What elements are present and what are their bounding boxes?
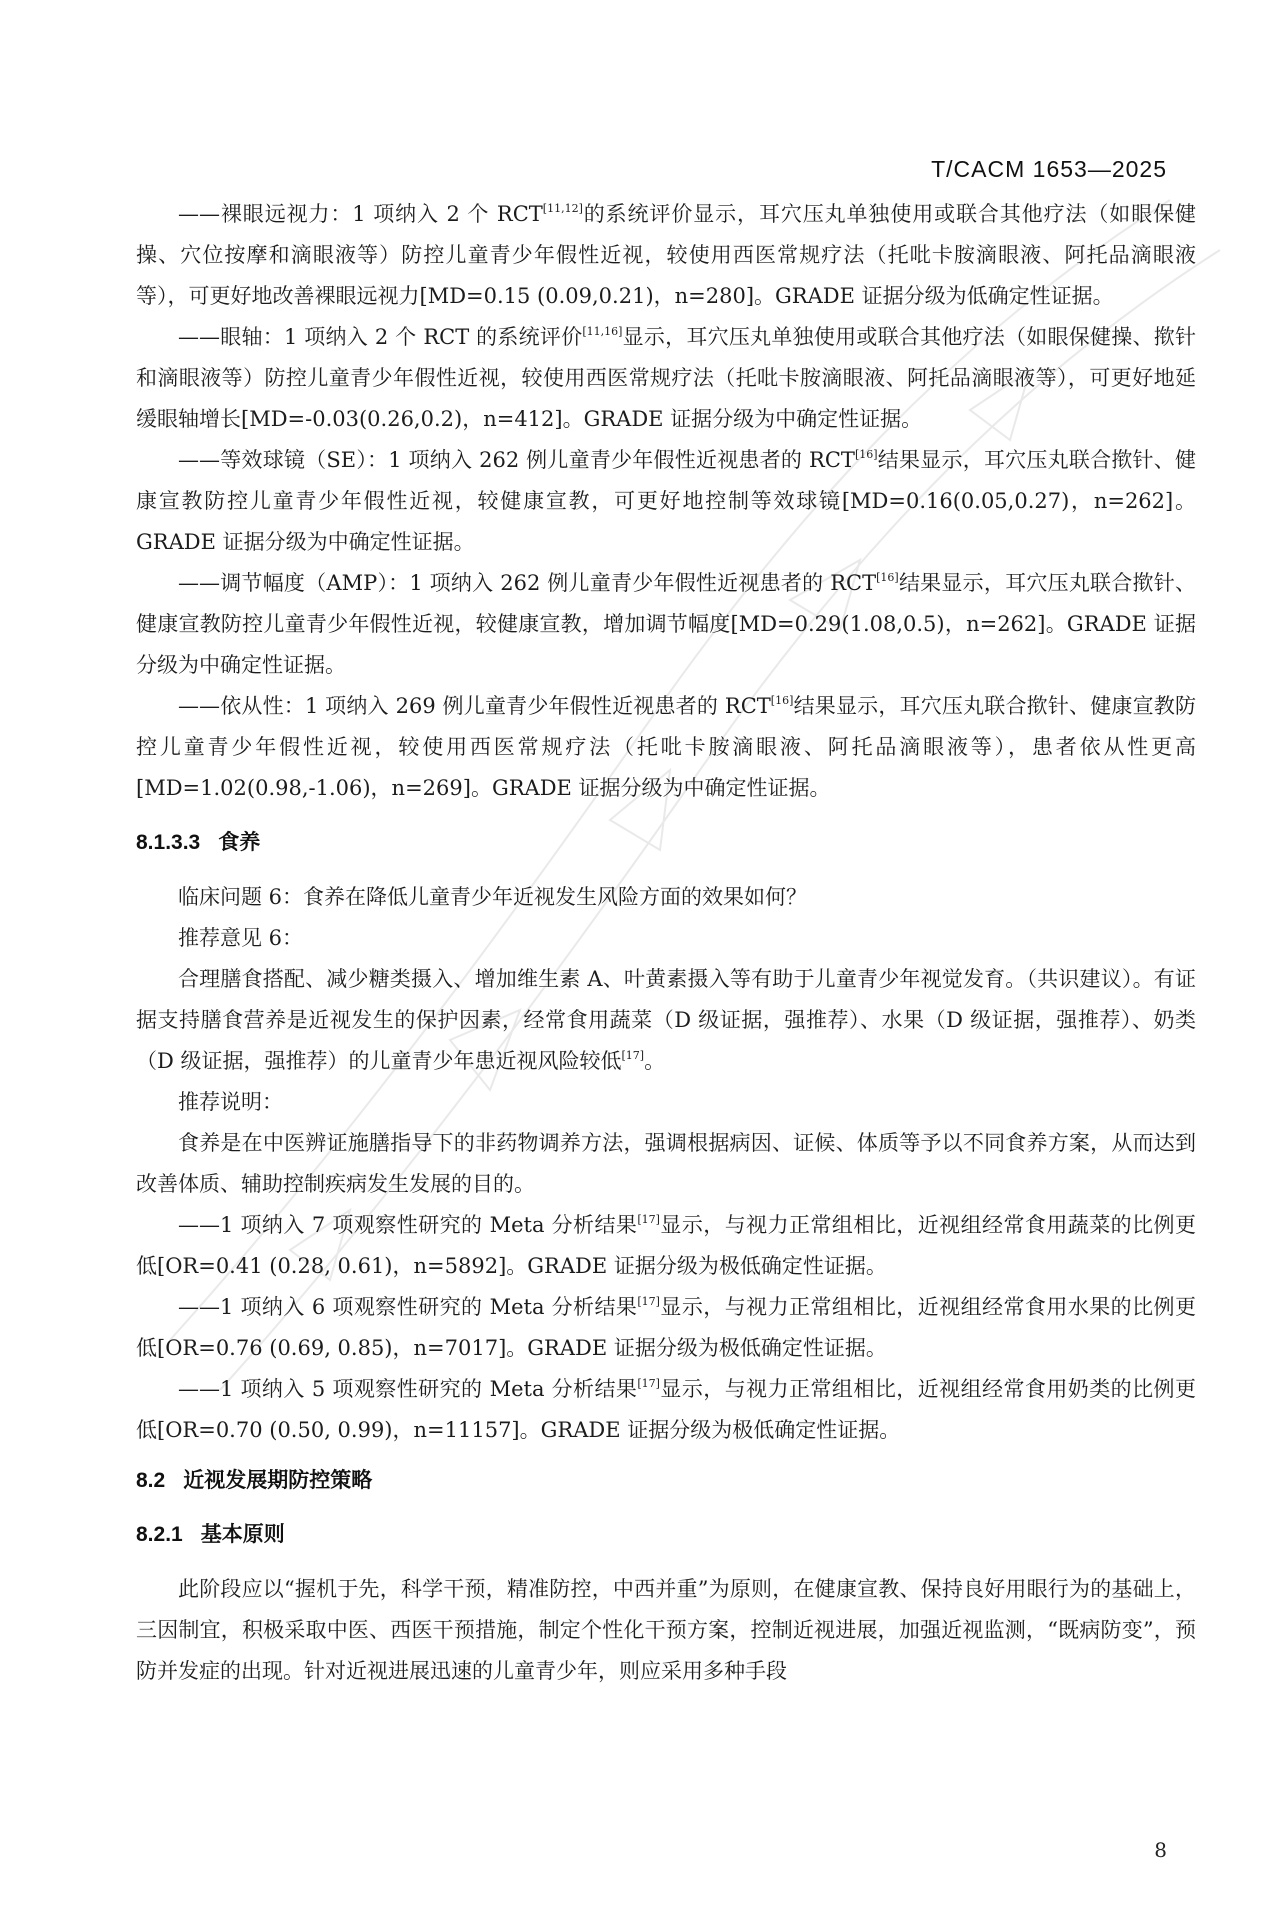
paragraph [136,918,1196,959]
section-heading-8-1-3-3 [136,823,1196,863]
section-number: 8.1.3.3 [136,831,201,854]
paragraph-text: 结果显示，耳穴压丸联合揿针、健康宣教防控儿童青少年假性近视，较健康宣教，可更好地控制等效球镜[MD=0.16(0.05,0.27)，n=262]。GRADE 证据分级为中确定性证据。 [136,448,1197,554]
section-title: 近视发展期防控策略 [183,1469,373,1492]
paragraph-text: ——等效球镜（SE）：1 项纳入 262 例儿童青少年假性近视患者的 RCT [178,448,855,472]
citation: [11,12] [542,202,583,215]
paragraph-text: 推荐说明： [178,1090,283,1114]
citation: [11,16] [582,325,623,338]
paragraph-text: ——裸眼远视力：1 项纳入 2 个 RCT [178,202,543,226]
citation: [17] [637,1377,660,1390]
paragraph-text: 推荐意见 6： [178,926,304,950]
paragraph-text: ——眼轴：1 项纳入 2 个 RCT 的系统评价 [178,325,583,349]
paragraph [136,686,1196,809]
paragraph-text: 临床问题 6：食养在降低儿童青少年近视发生风险方面的效果如何？ [178,885,808,909]
paragraph-text: ——1 项纳入 7 项观察性研究的 Meta 分析结果 [178,1213,638,1237]
paragraph-text: ——依从性：1 项纳入 269 例儿童青少年假性近视患者的 RCT [178,694,771,718]
paragraph-text: 显示，与视力正常组相比，近视组经常食用奶类的比例更低[OR=0.70 (0.50, 0.99)，n=11157]。GRADE 证据分级为极低确定性证据。 [136,1377,1196,1442]
paragraph [136,317,1196,440]
section-title: 基本原则 [200,1523,285,1546]
food-therapy-paragraphs [136,877,1196,1451]
evidence-paragraphs [136,194,1196,809]
paragraph-text: 显示，耳穴压丸单独使用或联合其他疗法（如眼保健操、揿针和滴眼液等）防控儿童青少年假性近视，较使用西医常规疗法（托吡卡胺滴眼液、阿托品滴眼液等），可更好地延缓眼轴增长[MD=-0.03(0.26,0.2)，n=412]。GRADE 证据分级为中确定性证据。 [136,325,1196,431]
paragraph-text: 显示，与视力正常组相比，近视组经常食用水果的比例更低[OR=0.76 (0.69, 0.85)，n=7017]。GRADE 证据分级为极低确定性证据。 [136,1295,1196,1360]
paragraph-text: 结果显示，耳穴压丸联合揿针、健康宣教防控儿童青少年假性近视，较使用西医常规疗法（托吡卡胺滴眼液、阿托品滴眼液等），患者依从性更高[MD=1.02(0.98,-1.06)，n=269]。GRADE 证据分级为中确定性证据。 [136,694,1197,800]
page-number: 8 [1154,1838,1167,1862]
paragraph-text: 。 [644,1049,666,1073]
paragraph-text: ——1 项纳入 6 项观察性研究的 Meta 分析结果 [178,1295,638,1319]
section-title: 食养 [218,831,261,854]
document-id: T/CACM 1653—2025 [931,156,1167,182]
document-body [136,194,1196,1692]
principle-paragraphs [136,1569,1196,1692]
paragraph-text: 的系统评价显示，耳穴压丸单独使用或联合其他疗法（如眼保健操、穴位按摩和滴眼液等）防控儿童青少年假性近视，较使用西医常规疗法（托吡卡胺滴眼液、阿托品滴眼液等），可更好地改善裸眼远视力[MD=0.15 (0.09,0.21)，n=280]。GRADE 证据分级为低确定性证据。 [136,202,1196,308]
paragraph [136,877,1196,918]
paragraph [136,1369,1196,1451]
paragraph [136,440,1196,563]
paragraph [136,1205,1196,1287]
paragraph [136,1082,1196,1123]
paragraph-text: 食养是在中医辨证施膳指导下的非药物调养方法，强调根据病因、证候、体质等予以不同食养方案，从而达到改善体质、辅助控制疾病发生发展的目的。 [136,1131,1196,1196]
paragraph-text: 此阶段应以“握机于先，科学干预，精准防控，中西并重”为原则，在健康宣教、保持良好用眼行为的基础上，三因制宜，积极采取中医、西医干预措施，制定个性化干预方案，控制近视进展，加强近视监测，“既病防变”，预防并发症的出现。针对近视进展迅速的儿童青少年，则应采用多种手段 [136,1577,1196,1683]
paragraph [136,1569,1196,1692]
citation: [17] [637,1295,660,1308]
paragraph-text: ——1 项纳入 5 项观察性研究的 Meta 分析结果 [178,1377,638,1401]
section-number: 8.2.1 [136,1523,183,1546]
paragraph-text: 结果显示，耳穴压丸联合揿针、健康宣教防控儿童青少年假性近视，较健康宣教，增加调节幅度[MD=0.29(1.08,0.5)，n=262]。GRADE 证据分级为中确定性证据。 [136,571,1196,677]
section-number: 8.2 [136,1469,166,1492]
paragraph [136,194,1196,317]
paragraph [136,959,1196,1082]
paragraph-text: ——调节幅度（AMP）：1 项纳入 262 例儿童青少年假性近视患者的 RCT [178,571,877,595]
citation: [16] [854,448,878,461]
paragraph-text: 显示，与视力正常组相比，近视组经常食用蔬菜的比例更低[OR=0.41 (0.28, 0.61)，n=5892]。GRADE 证据分级为极低确定性证据。 [136,1213,1196,1278]
paragraph [136,1123,1196,1205]
paragraph [136,1287,1196,1369]
paragraph-text: 合理膳食搭配、减少糖类摄入、增加维生素 A、叶黄素摄入等有助于儿童青少年视觉发育。（共识建议）。有证据支持膳食营养是近视发生的保护因素，经常食用蔬菜（D 级证据，强推荐）、水果（D 级证据，强推荐）、奶类（D 级证据，强推荐）的儿童青少年患近视风险较低 [136,967,1196,1073]
citation: [17] [621,1049,645,1062]
citation: [16] [876,571,899,584]
citation: [16] [770,694,794,707]
section-heading-8-2 [136,1461,1196,1501]
section-heading-8-2-1 [136,1515,1196,1555]
paragraph [136,563,1196,686]
citation: [17] [637,1213,660,1226]
